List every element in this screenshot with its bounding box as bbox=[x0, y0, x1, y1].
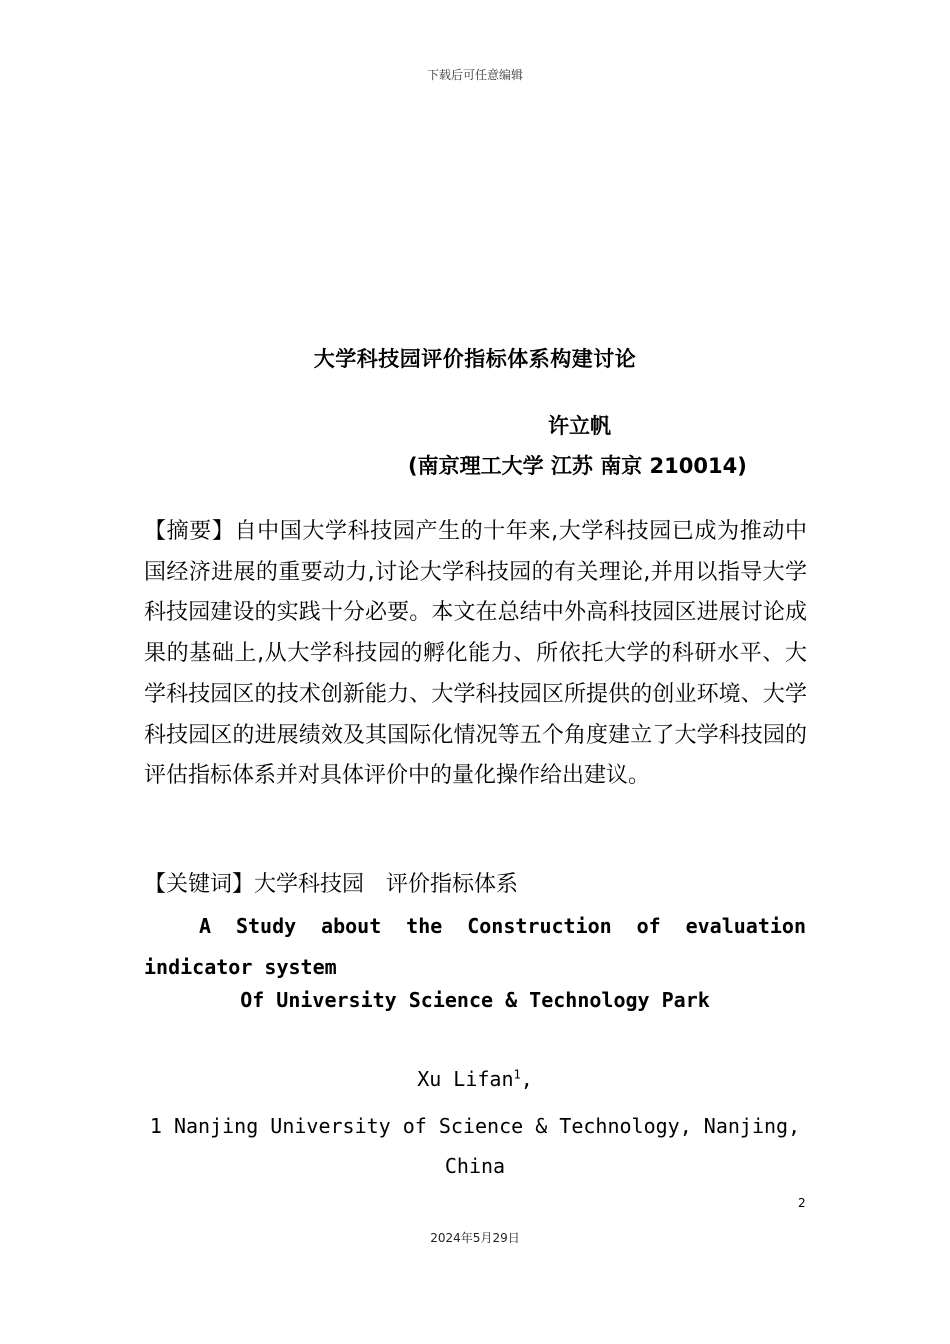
keyword-item: 大学科技园 bbox=[254, 872, 365, 897]
english-author-superscript: 1 bbox=[513, 1067, 521, 1082]
english-author bbox=[0, 1067, 950, 1091]
author-affiliation: (南京理工大学 江苏 南京 210014) bbox=[408, 454, 747, 478]
page-number: 2 bbox=[798, 1196, 806, 1210]
author-name: 许立帆 bbox=[548, 414, 611, 438]
keywords-label: 【关键词】 bbox=[144, 872, 255, 897]
english-author-name: Xu Lifan bbox=[417, 1067, 514, 1091]
english-author-suffix: , bbox=[520, 1067, 533, 1091]
paper-title: 大学科技园评价指标体系构建讨论 bbox=[313, 347, 637, 371]
page-header-note: 下载后可任意编辑 bbox=[426, 68, 523, 82]
keywords-line bbox=[144, 867, 518, 898]
english-title-line2: Of University Science & Technology Park bbox=[240, 988, 710, 1012]
page-footer-date: 2024年5月29日 bbox=[430, 1231, 520, 1245]
abstract-paragraph: 【摘要】自中国大学科技园产生的十年来,大学科技园已成为推动中国经济进展的重要动力,讨论大学科技园的有关理论,并用以指导大学科技园建设的实践十分必要。本文在总结中外高科技园区进展讨论成果的基础上,从大学科技园的孵化能力、所依托大学的科研水平、大学科技园区的技术创新能力、大学科技园区所提供的创业环境、大学科技园区的进展绩效及其国际化情况等五个角度建立了大学科技园的评估指标体系并对具体评价中的量化操作给出建议。 bbox=[144, 519, 807, 789]
english-title-line1: A Study about the Construction of evaluation indicator system bbox=[144, 914, 806, 979]
english-affiliation: 1 Nanjing University of Science & Technology, Nanjing, China bbox=[149, 1114, 801, 1178]
keyword-item: 评价指标体系 bbox=[386, 872, 519, 897]
